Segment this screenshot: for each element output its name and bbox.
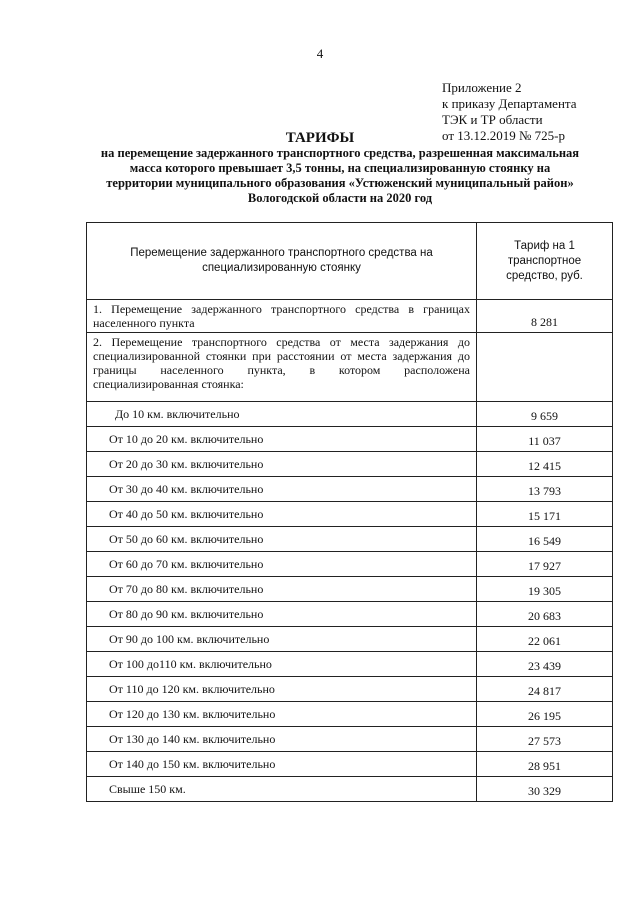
table-row xyxy=(87,727,613,752)
row2-value-empty xyxy=(477,333,613,402)
table-row xyxy=(87,333,613,402)
table-row xyxy=(87,300,613,333)
row1-description: 1. Перемещение задержанного транспортного средства в границах населенного пункта xyxy=(87,300,477,333)
table-row xyxy=(87,777,613,802)
header-description-cell xyxy=(87,223,477,300)
header-description-line: Перемещение задержанного транспортного средства на xyxy=(130,247,433,259)
header-description-line: специализированную стоянку xyxy=(202,262,361,274)
distance-range-value: 11 037 xyxy=(477,427,613,452)
table-header-row xyxy=(87,223,613,300)
table-row xyxy=(87,602,613,627)
distance-range-value: 26 195 xyxy=(477,702,613,727)
distance-range-value: 13 793 xyxy=(477,477,613,502)
row2-description: 2. Перемещение транспортного средства от места задержания до специализированной стоянки при расстоянии от места задержания до границы населенного пункта, в котором расположена специализированная стоянка: xyxy=(87,333,477,402)
distance-range-label: От 90 до 100 км. включительно xyxy=(87,627,477,652)
table-row xyxy=(87,477,613,502)
table-row xyxy=(87,427,613,452)
distance-range-value: 20 683 xyxy=(477,602,613,627)
distance-range-value: 28 951 xyxy=(477,752,613,777)
distance-range-label: От 80 до 90 км. включительно xyxy=(87,602,477,627)
distance-range-value: 23 439 xyxy=(477,652,613,677)
table-row xyxy=(87,502,613,527)
header-tariff-cell xyxy=(477,223,613,300)
table-row xyxy=(87,702,613,727)
table-row xyxy=(87,527,613,552)
table-row xyxy=(87,402,613,427)
table-row xyxy=(87,752,613,777)
distance-range-label: От 40 до 50 км. включительно xyxy=(87,502,477,527)
distance-range-value: 22 061 xyxy=(477,627,613,652)
subtitle-line: территории муниципального образования «Устюженский муниципальный район» xyxy=(106,176,574,190)
table-row xyxy=(87,452,613,477)
distance-range-value: 19 305 xyxy=(477,577,613,602)
appendix-line: к приказу Департамента xyxy=(442,96,577,111)
distance-range-label: От 20 до 30 км. включительно xyxy=(87,452,477,477)
distance-range-label: От 130 до 140 км. включительно xyxy=(87,727,477,752)
distance-range-label: От 50 до 60 км. включительно xyxy=(87,527,477,552)
document-subtitle xyxy=(95,146,585,206)
distance-range-label: Свыше 150 км. xyxy=(87,777,477,802)
distance-range-value: 24 817 xyxy=(477,677,613,702)
table-row xyxy=(87,677,613,702)
distance-range-label: От 120 до 130 км. включительно xyxy=(87,702,477,727)
table-row xyxy=(87,577,613,602)
distance-range-label: От 30 до 40 км. включительно xyxy=(87,477,477,502)
subtitle-line: Вологодской области на 2020 год xyxy=(247,191,433,205)
distance-range-label: От 140 до 150 км. включительно xyxy=(87,752,477,777)
distance-range-value: 15 171 xyxy=(477,502,613,527)
distance-range-value: 16 549 xyxy=(477,527,613,552)
distance-range-value: 12 415 xyxy=(477,452,613,477)
tariff-table xyxy=(86,222,613,802)
appendix-date: от 13.12.2019 № 725-р xyxy=(442,128,565,143)
header-tariff-line: средство, руб. xyxy=(506,269,583,282)
subtitle-line: масса которого превышает 3,5 тонны, на специализированную стоянку на xyxy=(129,161,551,175)
distance-range-label: От 110 до 120 км. включительно xyxy=(87,677,477,702)
distance-range-value: 17 927 xyxy=(477,552,613,577)
appendix-line: ТЭК и ТР области xyxy=(442,112,543,127)
distance-range-label: От 60 до 70 км. включительно xyxy=(87,552,477,577)
header-tariff-line: транспортное xyxy=(507,254,582,267)
table-row xyxy=(87,627,613,652)
document-title: ТАРИФЫ xyxy=(285,130,355,146)
distance-range-label: От 100 до110 км. включительно xyxy=(87,652,477,677)
distance-range-value: 27 573 xyxy=(477,727,613,752)
distance-range-label: От 10 до 20 км. включительно xyxy=(87,427,477,452)
distance-range-value: 9 659 xyxy=(477,402,613,427)
table-row xyxy=(87,552,613,577)
table-row xyxy=(87,652,613,677)
row1-value: 8 281 xyxy=(477,300,613,333)
header-tariff-line: Тариф на 1 xyxy=(514,239,575,252)
appendix-line: Приложение 2 xyxy=(442,80,522,95)
distance-range-label: До 10 км. включительно xyxy=(87,402,477,427)
subtitle-line: на перемещение задержанного транспортного средства, разрешенная максимальная xyxy=(100,146,580,160)
distance-range-value: 30 329 xyxy=(477,777,613,802)
page-number: 4 xyxy=(316,46,324,61)
distance-range-label: От 70 до 80 км. включительно xyxy=(87,577,477,602)
